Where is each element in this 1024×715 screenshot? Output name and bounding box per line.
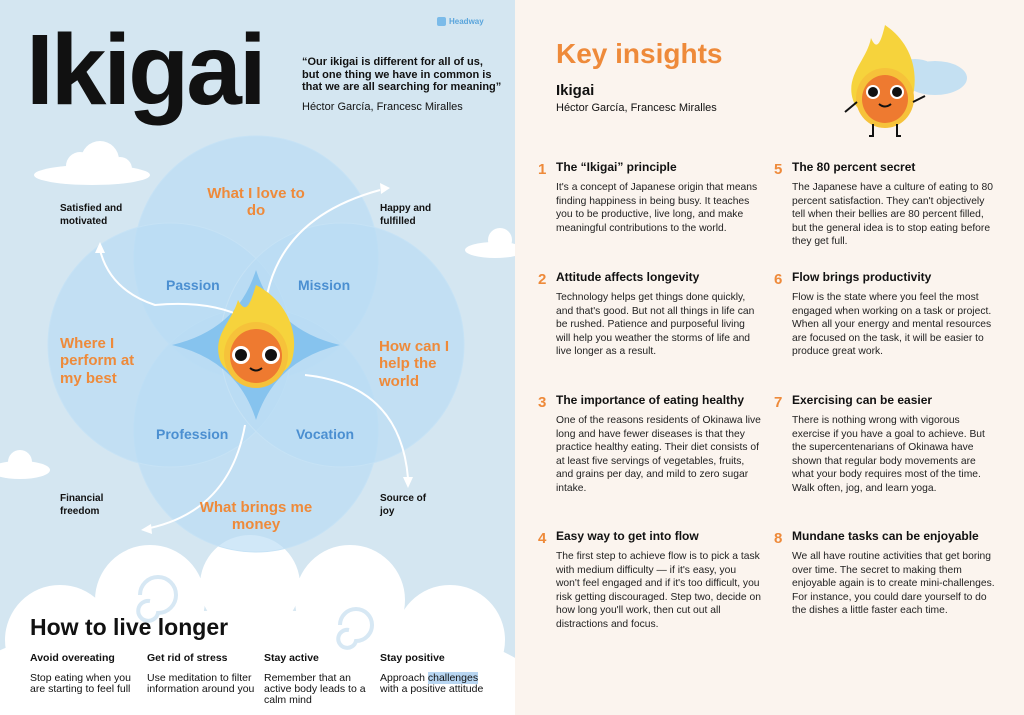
- insight-text: We all have routine activities that get boring over time. The secret to making them enjoyable again is to create mini-challenges. For instance, you could dare yourself to do the dishes a little faster each time.: [792, 551, 995, 617]
- insight-number: 8: [774, 530, 783, 547]
- insight-text: There is nothing wrong with vigorous exercise if you have a goal to achieve. But the supercentenarians of Okinawa have shown that regular body movements are what your body requires most of the time. Walk often, jog, and learn yoga.: [792, 415, 985, 494]
- venn-label-perform: Where I perform at my best: [60, 335, 135, 387]
- insight-heading: The 80 percent secret: [792, 160, 916, 174]
- venn-label-passion: Passion: [166, 277, 220, 293]
- venn-label-money: What brings me money: [199, 499, 313, 534]
- venn-label-vocation: Vocation: [296, 426, 355, 442]
- tip-item: [30, 652, 140, 695]
- insight-item: [774, 160, 997, 249]
- right-page: [515, 0, 1024, 715]
- insight-number: 2: [538, 271, 547, 288]
- venn-label-profession: Profession: [156, 426, 229, 442]
- insight-item: [538, 160, 761, 235]
- venn-label-help: How can I help the world: [379, 338, 450, 390]
- venn-label-love: What I love to do: [207, 185, 305, 220]
- insight-heading: Easy way to get into flow: [556, 529, 699, 543]
- insight-number: 4: [538, 530, 547, 547]
- how-to-live-longer-title: How to live longer: [30, 614, 229, 640]
- insight-text: It's a concept of Japanese origin that means finding happiness in being busy. It teaches you to be productive, live long, and make meaningful contributions to the world.: [556, 182, 758, 234]
- insight-text: One of the reasons residents of Okinawa live long and have fewer diseases is that they practice healthy eating. Their diet consists of at least five servings of vegetables, fruits, and grains per day, and mild to zero sugar intake.: [556, 415, 761, 494]
- insight-number: 5: [774, 161, 783, 178]
- insight-number: 1: [538, 161, 547, 178]
- insight-text: Technology helps get things done quickly, and that's good. But not all things in life can be rushed. Patience and purposeful living will help you weather the storms of life and live longer as a result.: [556, 292, 755, 358]
- tip-text: Use meditation to filter information around you: [147, 672, 255, 696]
- insight-heading: Attitude affects longevity: [556, 270, 700, 284]
- insight-text: Flow is the state where you feel the most engaged when working on a task or project. When all your energy and mental resources are focused on the task, it will be easier to produce great work.: [792, 292, 992, 358]
- quote-author: Héctor García, Francesc Miralles: [302, 101, 463, 113]
- insight-number: 6: [774, 271, 783, 288]
- insight-text: The first step to achieve flow is to pick a task with medium difficulty — if it's easy, you won't feel engaged and if it's too difficult, you risk getting discouraged. Step two, decide on how long you'll work, then cut out all distractions and focus.: [556, 551, 761, 630]
- quote-text: “Our ikigai is different for all of us, but one thing we have in common is that we are all searching for meaning”: [302, 56, 502, 94]
- headway-icon: [437, 17, 446, 26]
- brand-logo: [437, 17, 484, 26]
- corner-label-joy: Source of joy: [380, 493, 427, 517]
- tip-text: [380, 673, 490, 695]
- tip-text: Stop eating when you are starting to feel full: [30, 672, 131, 696]
- brand-name: Headway: [449, 17, 484, 26]
- insight-item: [774, 529, 997, 618]
- insight-item: [774, 393, 997, 495]
- tip-item: [380, 652, 490, 695]
- insight-text: The Japanese have a culture of eating to 80 percent satisfaction. They can't objectively tell when their bellies are 80 percent filled, but the general idea is to stop eating before they get full.: [792, 182, 993, 248]
- flame-mascot-icon: [815, 20, 975, 145]
- insight-item: [538, 393, 761, 495]
- insight-heading: Mundane tasks can be enjoyable: [792, 529, 979, 543]
- insight-number: 3: [538, 394, 547, 411]
- tip-item: [147, 652, 257, 695]
- tip-text-part: with a positive attitude: [380, 683, 484, 696]
- tip-heading: Avoid overeating: [30, 652, 115, 664]
- tip-heading: Stay active: [264, 652, 319, 664]
- book-title: Ikigai: [556, 82, 595, 99]
- tip-heading: Stay positive: [380, 652, 445, 664]
- tip-text: Remember that an active body leads to a calm mind: [264, 672, 366, 707]
- insight-number: 7: [774, 394, 783, 411]
- insight-heading: The “Ikigai” principle: [556, 160, 677, 174]
- tip-text-part: Approach: [380, 672, 428, 684]
- insight-heading: The importance of eating healthy: [556, 393, 745, 407]
- key-insights-title: Key insights: [556, 38, 723, 69]
- page-title: Ikigai: [26, 14, 264, 126]
- insight-item: [774, 270, 997, 359]
- insight-item: [538, 270, 761, 359]
- book-author: Héctor García, Francesc Miralles: [556, 102, 717, 114]
- tip-item: [264, 652, 374, 706]
- insight-heading: Flow brings productivity: [792, 270, 932, 284]
- tip-text-highlight[interactable]: challenges: [427, 672, 479, 684]
- corner-label-financial: Financial freedom: [60, 493, 104, 517]
- insight-item: [538, 529, 761, 631]
- tip-heading: Get rid of stress: [147, 652, 228, 664]
- venn-label-mission: Mission: [298, 277, 351, 293]
- corner-label-satisfied: Satisfied and motivated: [60, 203, 123, 227]
- corner-label-happy: Happy and fulfilled: [380, 203, 432, 227]
- insight-heading: Exercising can be easier: [792, 393, 933, 407]
